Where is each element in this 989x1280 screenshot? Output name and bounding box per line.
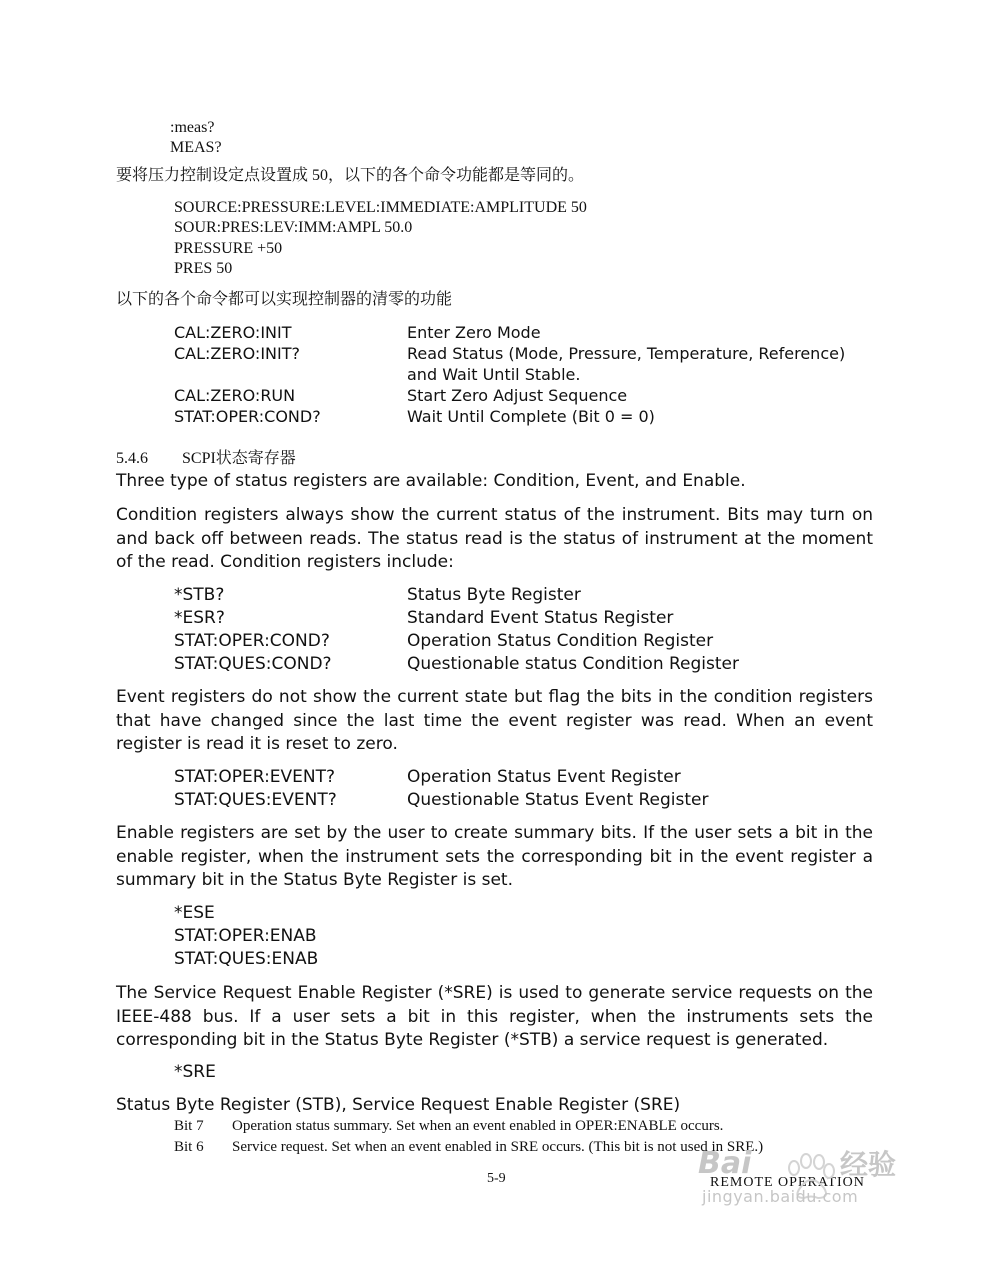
setpoint-heading: 要将压力控制设定点设置成 50，以下的各个命令功能都是等同的。 bbox=[116, 167, 585, 184]
setpoint-cmd: SOUR:PRES:LEV:IMM:AMPL 50.0 bbox=[174, 219, 413, 236]
baidu-jingyan-watermark bbox=[698, 1146, 928, 1208]
command: CAL:ZERO:INIT bbox=[174, 323, 292, 342]
paragraph-event-registers: Event registers do not show the current state but flag the bits in the condition registers that have changed since the last time the event register was read. When an event register is read it is reset to zero. bbox=[116, 687, 873, 754]
command: STAT:OPER:EVENT? bbox=[174, 767, 336, 787]
bit-label: Bit 7 bbox=[174, 1118, 204, 1134]
bit-description: Service request. Set when an event enabled in SRE occurs. (This bit is not used in SRE.) bbox=[232, 1139, 764, 1155]
page-number: 5-9 bbox=[487, 1171, 506, 1186]
description: Standard Event Status Register bbox=[407, 608, 674, 628]
command: *ESR? bbox=[174, 608, 225, 628]
command: CAL:ZERO:INIT? bbox=[174, 344, 300, 363]
bit-row bbox=[174, 1116, 723, 1136]
bit-row bbox=[174, 1137, 763, 1157]
command: STAT:QUES:EVENT? bbox=[174, 790, 337, 810]
setpoint-cmd: PRES 50 bbox=[174, 260, 233, 277]
description: Questionable status Condition Register bbox=[407, 654, 739, 674]
chapter-footer: REMOTE OPERATION bbox=[710, 1175, 865, 1190]
paragraph-register-types: Three type of status registers are available: Condition, Event, and Enable. bbox=[116, 471, 746, 491]
command: STAT:OPER:COND? bbox=[174, 407, 321, 426]
section-number: 5.4.6 bbox=[116, 450, 148, 467]
enable-cmd: *ESE bbox=[174, 903, 215, 923]
bit-label: Bit 6 bbox=[174, 1139, 204, 1155]
paragraph-condition-registers: Condition registers always show the current status of the instrument. Bits may turn on and back off between reads. The status read is the status of instrument at the moment of the read. Condition registers include: bbox=[116, 505, 873, 572]
setpoint-cmd: PRESSURE +50 bbox=[174, 240, 283, 257]
zero-heading: 以下的各个命令都可以实现控制器的清零的功能 bbox=[116, 291, 453, 308]
watermark-url: jingyan.baidu.com bbox=[702, 1187, 859, 1206]
sre-cmd: *SRE bbox=[174, 1062, 216, 1082]
description: Enter Zero Mode bbox=[407, 323, 541, 342]
query-lowercase: :meas? bbox=[170, 119, 215, 136]
description: Status Byte Register bbox=[407, 585, 581, 605]
command: STAT:OPER:COND? bbox=[174, 631, 330, 651]
setpoint-cmd: SOURCE:PRESSURE:LEVEL:IMMEDIATE:AMPLITUDE 50 bbox=[174, 199, 587, 216]
description: Operation Status Condition Register bbox=[407, 631, 714, 651]
description: and Wait Until Stable. bbox=[407, 365, 581, 384]
description: Read Status (Mode, Pressure, Temperature, Reference) bbox=[407, 344, 846, 363]
watermark-brand: Bai bbox=[698, 1146, 752, 1181]
description: Wait Until Complete (Bit 0 = 0) bbox=[407, 407, 655, 426]
enable-cmd: STAT:QUES:ENAB bbox=[174, 949, 319, 969]
command: STAT:QUES:COND? bbox=[174, 654, 332, 674]
query-uppercase: MEAS? bbox=[170, 139, 222, 156]
paragraph-service-request: The Service Request Enable Register (*SRE) is used to generate service requests on the IEEE-488 bus. If a user sets a bit in this register, when the instruments sets the corresponding bit in the Status Byte Register (*STB) a service request is generated. bbox=[116, 983, 873, 1050]
bit-description: Operation status summary. Set when an event enabled in OPER:ENABLE occurs. bbox=[232, 1118, 724, 1134]
command: *STB? bbox=[174, 585, 225, 605]
description: Start Zero Adjust Sequence bbox=[407, 386, 628, 405]
section-heading bbox=[116, 448, 296, 470]
section-title: SCPI状态寄存器 bbox=[182, 450, 296, 467]
stb-heading: Status Byte Register (STB), Service Request Enable Register (SRE) bbox=[116, 1095, 681, 1115]
description: Operation Status Event Register bbox=[407, 767, 681, 787]
command: CAL:ZERO:RUN bbox=[174, 386, 296, 405]
watermark-brand-cn: 经验 bbox=[840, 1148, 897, 1181]
enable-cmd: STAT:OPER:ENAB bbox=[174, 926, 317, 946]
paragraph-enable-registers: Enable registers are set by the user to create summary bits. If the user sets a bit in the enable register, when the instrument sets the corresponding bit in the event register a summary bit in the Status Byte Register is set. bbox=[116, 823, 873, 890]
description: Questionable Status Event Register bbox=[407, 790, 709, 810]
